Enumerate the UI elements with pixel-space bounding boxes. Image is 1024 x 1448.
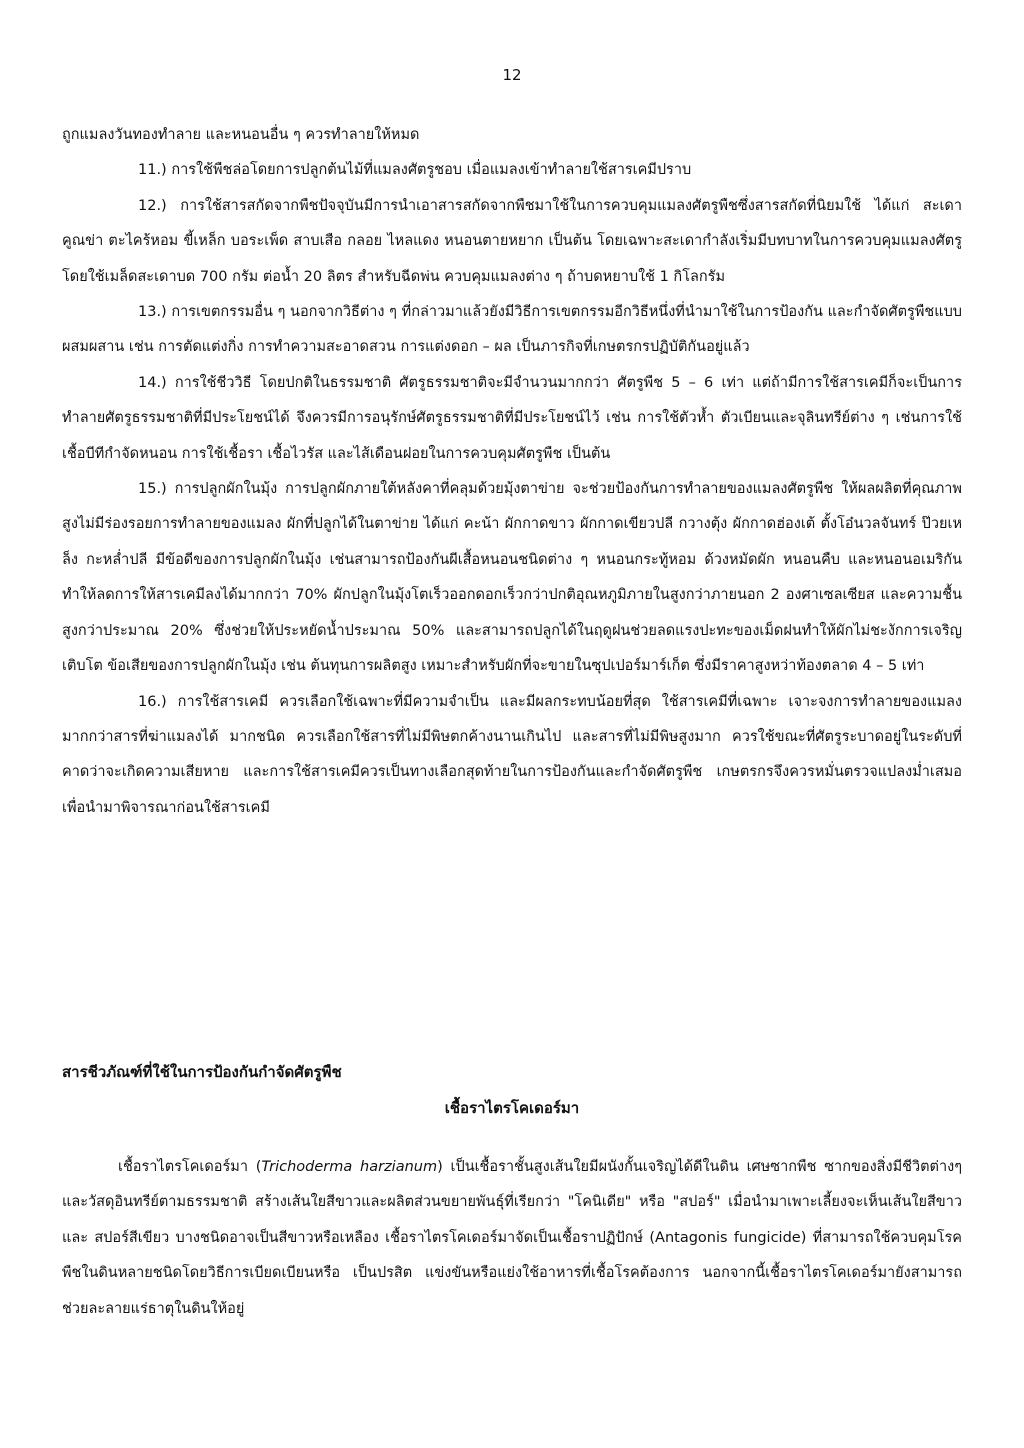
section-heading: สารชีวภัณฑ์ที่ใช้ในการป้องกันกำจัดศัตรูพืช	[62, 1063, 342, 1081]
subheading-trichoderma: เชื้อราไตรโคเดอร์มา	[444, 1099, 580, 1117]
paragraph-item-11: 11.) การใช้พืชล่อโดยการปลูกต้นไม้ที่แมลงศัตรูชอบ เมื่อแมลงเข้าทำลายใช้สารเคมีปราบ	[138, 162, 692, 179]
paragraph-item-13: 13.) การเขตกรรมอื่น ๆ นอกจากวิธีต่าง ๆ ที่กล่าวมาแล้วยังมีวิธีการเขตกรรมอีกวิธีหนึ่งที่นำมาใช้ในการป้องกัน และกำจัดศัตรูพืชแบบผสมผสาน เช่น การตัดแต่งกิ่ง การทำความสะอาดสวน การแต่งดอก – ผล เป็นภารกิจที่เกษตรกรปฏิบัติกันอยู่แล้ว	[62, 304, 962, 356]
paragraph-continuation: ถูกแมลงวันทองทำลาย และหนอนอื่น ๆ ควรทำลายให้หมด	[62, 127, 420, 143]
paragraph-item-15: 15.) การปลูกผักในมุ้ง การปลูกผักภายใต้หลังคาที่คลุมด้วยมุ้งตาข่าย จะช่วยป้องกันการทำลายของแมลงศัตรูพืช ให้ผลผลิตที่คุณภาพสูงไม่มีร่องรอยการทำลายของแมลง ผักที่ปลูกได้ในตาข่าย ได้แก่ คะน้า ผักกาดขาว ผักกาดเขียวปลี กวางตุ้ง ผักกาดฮ่องเต้ ตั้งโอ๋นวลจันทร์ ป๊วยเหล็ง กะหล่ำปลี มีข้อดีของการปลูกผักในมุ้ง เช่นสามารถป้องกันผีเสื้อหนอนชนิดต่าง ๆ หนอนกระทู้หอม ด้วงหมัดผัก หนอนคืบ และหนอนอเมริกันทำให้ลดการให้สารเคมีลงได้มากกว่า 70% ผักปลูกในมุ้งโตเร็วออกดอกเร็วกว่าปกติอุณหภูมิภายในสูงกว่าภายนอก 2 องศาเซลเซียส และความชื้นสูงกว่าประมาณ 20% ซึ่งช่วยให้ประหยัดน้ำประมาณ 50% และสามารถปลูกได้ในฤดูฝนช่วยลดแรงปะทะของเม็ดฝนทำให้ผักไม่ชะงักการเจริญเติบโต ข้อเสียของการปลูกผักในมุ้ง เช่น ต้นทุนการผลิตสูง เหมาะสำหรับผักที่จะขายในซุปเปอร์มาร์เก็ต ซึ่งมีราคาสูงหว่าท้องตลาด 4 – 5 เท่า	[62, 481, 962, 675]
paragraph-item-12: 12.) การใช้สารสกัดจากพืชปัจจุบันมีการนำเอาสารสกัดจากพืชมาใช้ในการควบคุมแมลงศัตรูพืชซึ่งสารสกัดที่นิยมใช้ ได้แก่ สะเดา คูณข่า ตะไคร้หอม ขี้เหล็ก บอระเพ็ด สาบเสือ กลอย ไหลแดง หนอนตายหยาก เป็นต้น โดยเฉพาะสะเดากำลังเริ่มมีบทบาทในการควบคุมแมลงศัตรู โดยใช้เมล็ดสะเดาบด 700 กรัม ต่อน้ำ 20 ลิตร สำหรับฉีดพ่น ควบคุมแมลงต่าง ๆ ถ้าบดหยาบใช้ 1 กิโลกรัม	[62, 197, 962, 285]
paragraph-item-16: 16.) การใช้สารเคมี ควรเลือกใช้เฉพาะที่มีความจำเป็น และมีผลกระทบน้อยที่สุด ใช้สารเคมีที่เฉพาะ เจาะจงการทำลายของแมลง มากกว่าสารที่ฆ่าแมลงได้ มากชนิด ควรเลือกใช้สารที่ไม่มีพิษตกค้างนานเกินไป และสารที่ไม่มีพิษสูงมาก ควรใช้ขณะที่ศัตรูระบาดอยู่ในระดับที่คาดว่าจะเกิดความเสียหาย และการใช้สารเคมีควรเป็นทางเลือกสุดท้ายในการป้องกันและกำจัดศัตรูพืช เกษตรกรจึงควรหมั่นตรวจแปลงม่ำเสมอ เพื่อนำมาพิจารณาก่อนใช้สารเคมี	[62, 693, 962, 816]
main-body	[62, 118, 962, 826]
trichoderma-latin-name: Trichoderma harzianum	[261, 1159, 438, 1175]
paragraph-item-14: 14.) การใช้ชีววิธี โดยปกติในธรรมชาติ ศัตรูธรรมชาติจะมีจำนวนมากกว่า ศัตรูพืช 5 – 6 เท่า แต่ถ้ามีการใช้สารเคมีก็จะเป็นการทำลายศัตรูธรรมชาติที่มีประโยชน์ได้ จึงควรมีการอนุรักษ์ศัตรูธรรมชาติที่มีประโยชน์ไว้ เช่น การใช้ตัวห้ำ ตัวเบียนและจุลินทรีย์ต่าง ๆ เช่นการใช้เชื้อบีทีกำจัดหนอน การใช้เชื้อรา เชื้อไวรัส และไส้เดือนฝอยในการควบคุมศัตรูพืช เป็นต้น	[62, 374, 962, 462]
trichoderma-lead: เชื้อราไตรโคเดอร์มา (	[118, 1159, 262, 1175]
trichoderma-rest: ) เป็นเชื้อราชั้นสูงเส้นใยมีผนังกั้นเจริญได้ดีในดิน เศษซากพืช ซากของสิ่งมีชีวิตต่างๆ และวัสดุอินทรีย์ตามธรรมชาติ สร้างเส้นใยสีขาวและผลิตส่วนขยายพันธุ์ที่เรียกว่า "โคนิเดีย" หรือ "สปอร์" เมื่อนำมาเพาะเลี้ยงจะเห็นเส้นใยสีขาวและ สปอร์สีเขียว บางชนิดอาจเป็นสีขาวหรือเหลือง เชื้อราไตรโคเดอร์มาจัดเป็นเชื้อราปฏิปักษ์ (Antagonis fungicide) ที่สามารถใช้ควบคุมโรคพืชในดินหลายชนิดโดยวิธีการเบียดเบียนหรือ เป็นปรสิต แข่งขันหรือแย่งใช้อาหารที่เชื้อโรคต้องการ นอกจากนี้เชื้อราไตรโคเดอร์มายังสามารถช่วยละลายแร่ธาตุในดินให้อยู่	[62, 1159, 962, 1317]
page-number: 12	[502, 66, 522, 84]
paragraph-trichoderma	[62, 1150, 962, 1327]
